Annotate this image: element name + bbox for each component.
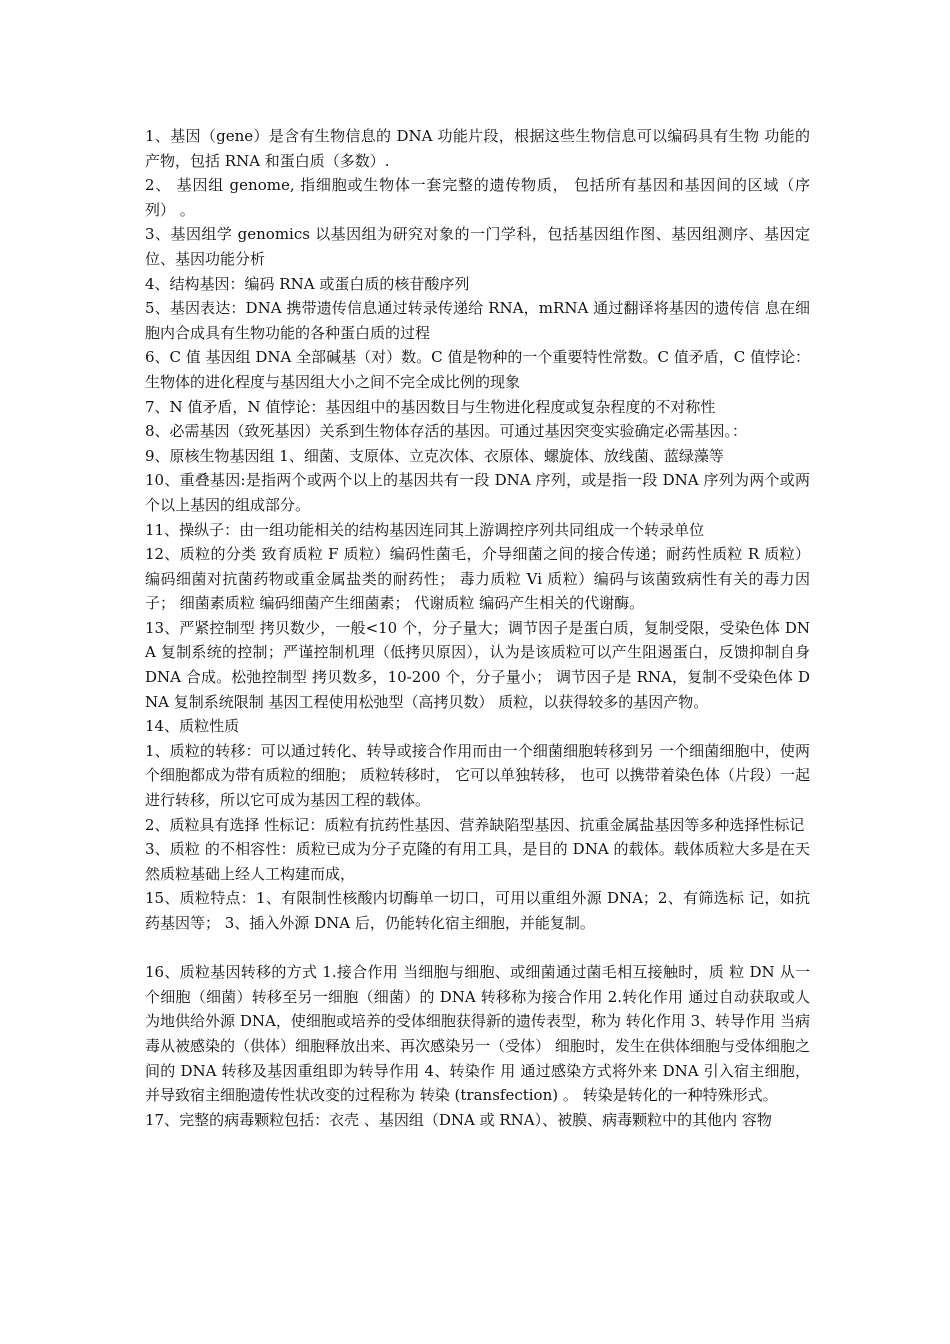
paragraph-plasmid-properties-heading: 14、质粒性质 — [145, 717, 240, 736]
paragraph-gene: 1、基因（gene）是含有生物信息的 DNA 功能片段，根据这些生物信息可以编码具有生物 功能的产物，包括 RNA 和蛋白质（多数）. — [145, 127, 810, 170]
document-body — [145, 124, 810, 1132]
paragraph-c-value: 6、C 值 基因组 DNA 全部碱基（对）数。C 值是物种的一个重要特性常数。C 值矛盾，C 值悖论：生物体的进化程度与基因组大小之间不完全成比例的现象 — [145, 348, 810, 391]
paragraph-virus-particle: 17、完整的病毒颗粒包括：衣壳 、基因组（DNA 或 RNA）、被膜、病毒颗粒中的其他内 容物 — [145, 1110, 772, 1129]
paragraph-n-value: 7、N 值矛盾，N 值悖论：基因组中的基因数目与生物进化程度或复杂程度的不对称性 — [145, 397, 716, 416]
paragraph-plasmid-transfer: 1、质粒的转移：可以通过转化、转导或接合作用而由一个细菌细胞转移到另 一个细菌细胞中，使两个细胞都成为带有质粒的细胞； 质粒转移时， 它可以单独转移， 也可 以携带着染色体（片段）一起进行转移，所以它可成为基因工程的载体。 — [145, 741, 810, 810]
paragraph-plasmid-classification: 12、质粒的分类 致育质粒 F 质粒）编码性菌毛，介导细菌之间的接合传递；耐药性质粒 R 质粒） 编码细菌对抗菌药物或重金属盐类的耐药性； 毒力质粒 Vi 质粒）编码与该菌致病性有关的毒力因子； 细菌素质粒 编码细菌产生细菌素； 代谢质粒 编码产生相关的代谢酶。 — [145, 545, 810, 613]
paragraph-genomics: 3、基因组学 genomics 以基因组为研究对象的一门学科，包括基因组作图、基因组测序、基因定位、基因功能分析 — [145, 225, 810, 268]
paragraph-incompatibility: 3、质粒 的不相容性：质粒已成为分子克隆的有用工具，是目的 DNA 的载体。载体质粒大多是在天 然质粒基础上经人工构建而成， — [145, 840, 810, 883]
blank-line — [145, 936, 810, 961]
paragraph-essential-gene: 8、必需基因（致死基因）关系到生物体存活的基因。可通过基因突变实验确定必需基因。： — [145, 422, 748, 441]
paragraph-structural-gene: 4、结构基因：编码 RNA 或蛋白质的核苷酸序列 — [145, 274, 470, 293]
paragraph-genome: 2、 基因组 genome, 指细胞或生物体一套完整的遗传物质， 包括所有基因和基因间的区域（序 列） 。 — [145, 176, 810, 219]
paragraph-selectable-marker: 2、质粒具有选择 性标记：质粒有抗药性基因、营养缺陷型基因、抗重金属盐基因等多种选择性标记 — [145, 815, 805, 834]
paragraph-gene-transfer-modes: 16、质粒基因转移的方式 1.接合作用 当细胞与细胞、或细菌通过菌毛相互接触时，质 粒 DN 从一个细胞（细菌）转移至另一细胞（细菌）的 DNA 转移称为接合作用 2.转化作用 通过自动获取或人为地供给外源 DNA，使细胞或培养的受体细胞获得新的遗传表型，称为 转化作用 3、转导作用 当病毒从被感染的（供体）细胞释放出来、再次感染另一（受体） 细胞时，发生在供体细胞与受体细胞之间的 DNA 转移及基因重组即为转导作用 4、转染作 用 通过感染方式将外来 DNA 引入宿主细胞，并导致宿主细胞遗传性状改变的过程称为 转染 (transfection) 。 转染是转化的一种特殊形式。 — [145, 963, 810, 1105]
paragraph-overlapping-gene: 10、重叠基因:是指两个或两个以上的基因共有一段 DNA 序列，或是指一段 DNA 序列为两个或两个以上基因的组成部分。 — [145, 471, 810, 514]
paragraph-gene-expression: 5、基因表达：DNA 携带遗传信息通过转录传递给 RNA，mRNA 通过翻译将基因的遗传信 息在细胞内合成具有生物功能的各种蛋白质的过程 — [145, 299, 810, 342]
paragraph-operon: 11、操纵子：由一组功能相关的结构基因连同其上游调控序列共同组成一个转录单位 — [145, 520, 705, 539]
paragraph-copy-control: 13、严紧控制型 拷贝数少，一般<10 个，分子量大；调节因子是蛋白质，复制受限，受染色体 DNA 复制系统的控制；严谨控制机理（低拷贝原因），认为是该质粒可以产生阻遏蛋白，反馈抑制自身 DNA 合成。松弛控制型 拷贝数多，10-200 个，分子量小； 调节因子是 RNA，复制不受染色体 DNA 复制系统限制 基因工程使用松弛型（高拷贝数） 质粒，以获得较多的基因产物。 — [145, 618, 810, 711]
paragraph-prokaryote-genome: 9、原核生物基因组 1、细菌、支原体、立克次体、衣原体、螺旋体、放线菌、蓝绿藻等 — [145, 446, 724, 465]
paragraph-plasmid-features: 15、质粒特点：1、有限制性核酸内切酶单一切口，可用以重组外源 DNA；2、有筛选标 记，如抗药基因等； 3、插入外源 DNA 后，仍能转化宿主细胞，并能复制。 — [145, 889, 810, 932]
